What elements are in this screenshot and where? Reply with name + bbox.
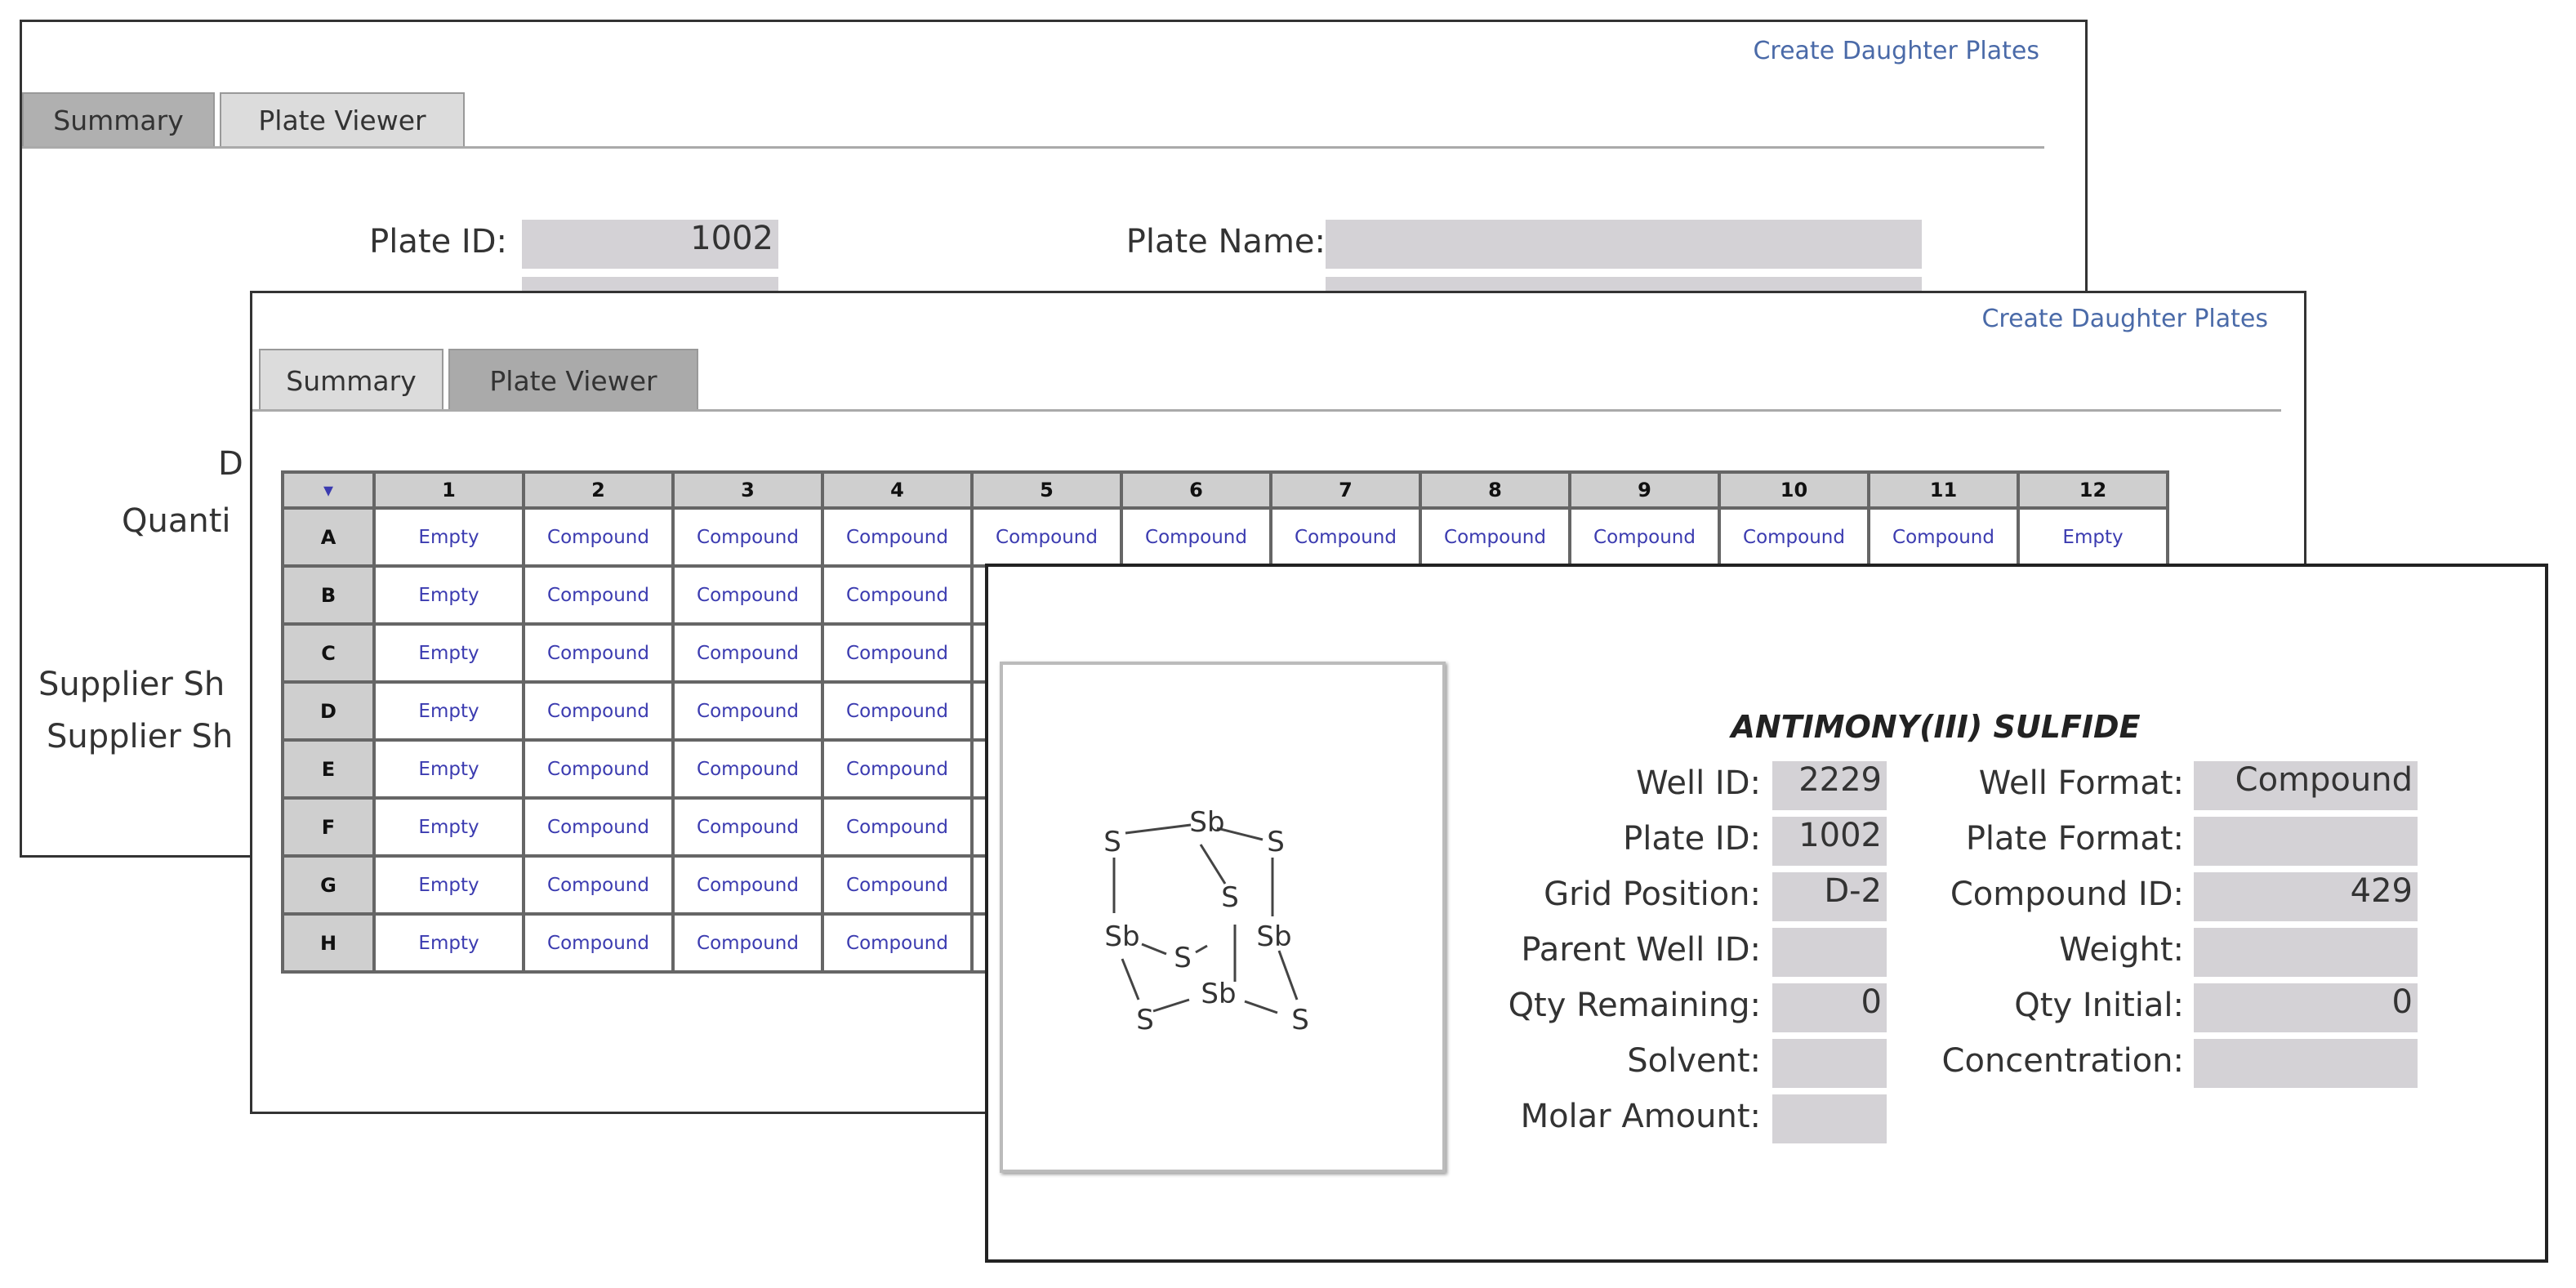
- atom-label: S: [1221, 881, 1239, 914]
- well-cell[interactable]: Compound: [1121, 508, 1271, 566]
- tab-plate-viewer[interactable]: Plate Viewer: [448, 349, 698, 411]
- well-cell[interactable]: Compound: [1719, 508, 1869, 566]
- column-header-5[interactable]: 5: [972, 472, 1121, 508]
- column-header-4[interactable]: 4: [822, 472, 972, 508]
- field-label: Plate Format:: [1965, 820, 2184, 858]
- field-value: [1772, 1094, 1887, 1143]
- atom-label: S: [1174, 942, 1192, 974]
- plate-id-field[interactable]: 1002: [522, 220, 778, 269]
- compound-name: ANTIMONY(III) SULFIDE: [1731, 709, 2141, 745]
- well-cell[interactable]: Compound: [524, 624, 673, 682]
- column-header-9[interactable]: 9: [1570, 472, 1719, 508]
- well-cell[interactable]: Compound: [673, 566, 822, 624]
- field-label: Concentration:: [1941, 1042, 2184, 1080]
- well-cell[interactable]: Empty: [374, 508, 524, 566]
- field-value: [2194, 817, 2418, 866]
- well-cell[interactable]: Compound: [972, 508, 1121, 566]
- well-cell[interactable]: Compound: [822, 682, 972, 740]
- column-header-11[interactable]: 11: [1869, 472, 2018, 508]
- well-cell[interactable]: Compound: [524, 682, 673, 740]
- row-header-E[interactable]: E: [283, 740, 374, 798]
- row-header-F[interactable]: F: [283, 798, 374, 856]
- well-cell[interactable]: Empty: [374, 856, 524, 914]
- atom-label: Sb: [1201, 978, 1237, 1010]
- well-cell[interactable]: Compound: [822, 914, 972, 972]
- field-value: 0: [2194, 983, 2418, 1032]
- well-cell[interactable]: Compound: [822, 624, 972, 682]
- well-cell[interactable]: Compound: [822, 566, 972, 624]
- field-value: 2229: [1772, 761, 1887, 810]
- partial-label: Supplier Sh: [47, 718, 234, 755]
- column-header-10[interactable]: 10: [1719, 472, 1869, 508]
- well-cell[interactable]: Compound: [822, 798, 972, 856]
- well-cell[interactable]: Compound: [524, 740, 673, 798]
- grid-header-row: [283, 472, 2168, 508]
- well-cell[interactable]: Compound: [524, 856, 673, 914]
- partial-label: D: [218, 445, 243, 483]
- well-cell[interactable]: Compound: [673, 856, 822, 914]
- field-label: Compound ID:: [1950, 876, 2184, 913]
- atom-label: S: [1103, 826, 1121, 858]
- well-cell[interactable]: Compound: [524, 508, 673, 566]
- well-cell[interactable]: Compound: [1420, 508, 1570, 566]
- well-cell[interactable]: Compound: [524, 914, 673, 972]
- plate-name-label: Plate Name:: [1125, 223, 1326, 261]
- atom-label: Sb: [1189, 806, 1225, 839]
- well-cell[interactable]: Empty: [374, 914, 524, 972]
- structure-image: [1000, 662, 1446, 1173]
- column-header-2[interactable]: 2: [524, 472, 673, 508]
- well-cell[interactable]: Compound: [822, 508, 972, 566]
- column-header-7[interactable]: 7: [1271, 472, 1420, 508]
- tab-summary[interactable]: Summary: [259, 349, 443, 411]
- atom-label: S: [1267, 826, 1285, 858]
- atom-label: Sb: [1256, 920, 1292, 953]
- tab-plate-viewer[interactable]: Plate Viewer: [220, 92, 465, 146]
- field-value: [1772, 1039, 1887, 1088]
- field-value: [2194, 928, 2418, 977]
- column-header-8[interactable]: 8: [1420, 472, 1570, 508]
- well-cell[interactable]: Empty: [374, 682, 524, 740]
- well-cell[interactable]: Empty: [374, 566, 524, 624]
- well-cell[interactable]: Empty: [374, 798, 524, 856]
- row-header-G[interactable]: G: [283, 856, 374, 914]
- column-header-1[interactable]: 1: [374, 472, 524, 508]
- field-label: Qty Remaining:: [1508, 987, 1761, 1024]
- partial-label: Quanti: [122, 502, 231, 540]
- select-all-dropdown-icon[interactable]: ▾: [283, 472, 374, 508]
- field-value: 0: [1772, 983, 1887, 1032]
- column-header-12[interactable]: 12: [2018, 472, 2168, 508]
- well-cell[interactable]: Compound: [1570, 508, 1719, 566]
- field-value: D-2: [1772, 872, 1887, 921]
- field-label: Molar Amount:: [1520, 1098, 1761, 1135]
- row-header-H[interactable]: H: [283, 914, 374, 972]
- well-cell[interactable]: Compound: [524, 566, 673, 624]
- plate-id-label: Plate ID:: [369, 223, 507, 261]
- tab-summary[interactable]: Summary: [22, 92, 215, 146]
- field-label: Parent Well ID:: [1521, 931, 1761, 969]
- well-cell[interactable]: Compound: [1869, 508, 2018, 566]
- well-cell[interactable]: Empty: [374, 740, 524, 798]
- row-header-C[interactable]: C: [283, 624, 374, 682]
- well-cell[interactable]: Compound: [673, 508, 822, 566]
- well-cell[interactable]: Compound: [673, 682, 822, 740]
- well-cell[interactable]: Compound: [1271, 508, 1420, 566]
- create-daughter-plates-link[interactable]: Create Daughter Plates: [1981, 305, 2268, 333]
- well-cell[interactable]: Compound: [673, 914, 822, 972]
- row-header-B[interactable]: B: [283, 566, 374, 624]
- field-label: Grid Position:: [1544, 876, 1761, 913]
- field-label: Well Format:: [1978, 764, 2184, 802]
- field-value: Compound: [2194, 761, 2418, 810]
- well-cell[interactable]: Compound: [673, 740, 822, 798]
- tab-divider: [22, 146, 2044, 149]
- grid-row: [283, 508, 2168, 566]
- create-daughter-plates-link[interactable]: Create Daughter Plates: [1753, 37, 2039, 65]
- atom-label: S: [1291, 1004, 1309, 1036]
- field-label: Weight:: [2059, 931, 2184, 969]
- well-cell[interactable]: Compound: [673, 624, 822, 682]
- partial-label: Supplier Sh: [38, 666, 225, 703]
- column-header-3[interactable]: 3: [673, 472, 822, 508]
- field-label: Solvent:: [1627, 1042, 1761, 1080]
- row-header-A[interactable]: A: [283, 508, 374, 566]
- molecule-structure-icon: [1003, 665, 1442, 1170]
- field-value: [1772, 928, 1887, 977]
- atom-label: S: [1136, 1004, 1154, 1036]
- field-value: [2194, 1039, 2418, 1088]
- row-header-D[interactable]: D: [283, 682, 374, 740]
- field-value: 429: [2194, 872, 2418, 921]
- well-cell[interactable]: Compound: [822, 856, 972, 914]
- atom-label: Sb: [1104, 920, 1140, 953]
- tab-divider: [252, 409, 2281, 412]
- field-label: Well ID:: [1636, 764, 1761, 802]
- well-cell[interactable]: Empty: [2018, 508, 2168, 566]
- field-label: Qty Initial:: [2014, 987, 2184, 1024]
- well-cell[interactable]: Compound: [673, 798, 822, 856]
- column-header-6[interactable]: 6: [1121, 472, 1271, 508]
- well-cell[interactable]: Compound: [524, 798, 673, 856]
- plate-name-field[interactable]: [1326, 220, 1922, 269]
- well-cell[interactable]: Empty: [374, 624, 524, 682]
- well-cell[interactable]: Compound: [822, 740, 972, 798]
- field-value: 1002: [1772, 817, 1887, 866]
- field-label: Plate ID:: [1623, 820, 1761, 858]
